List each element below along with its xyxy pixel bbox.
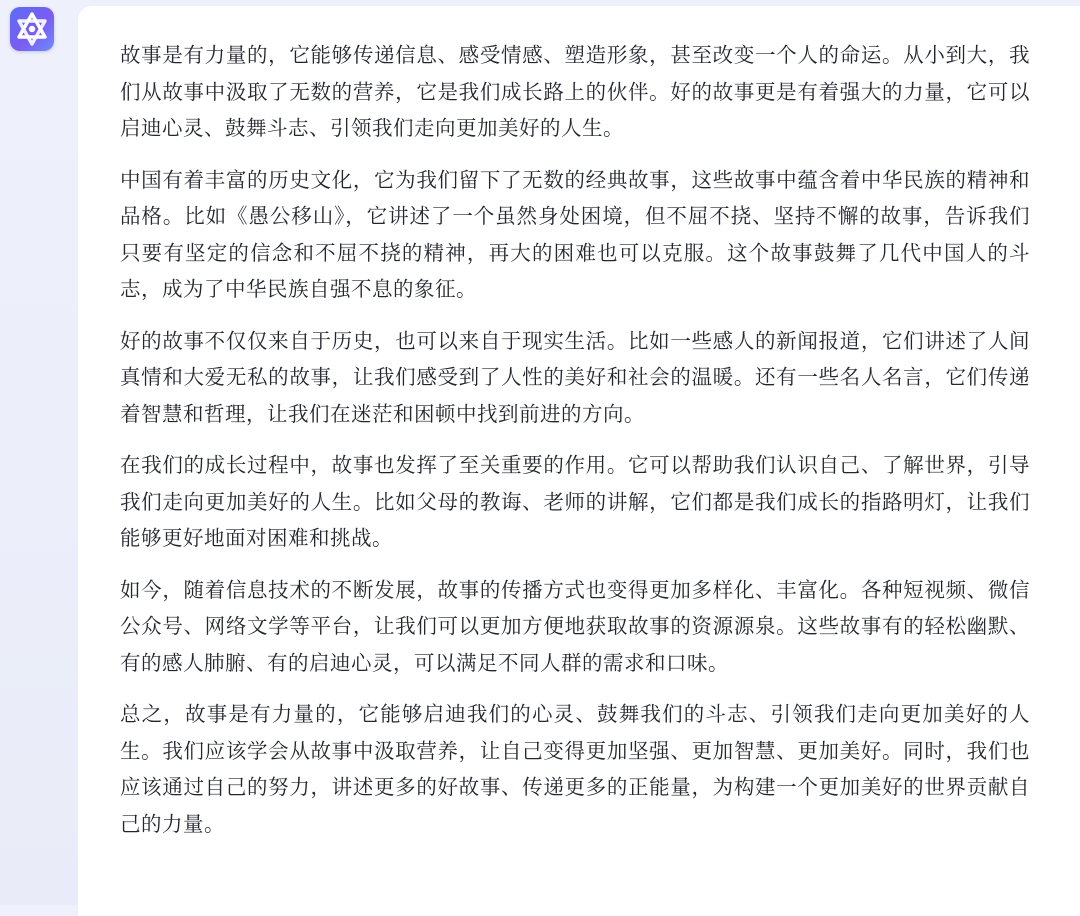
message-paragraph: 如今，随着信息技术的不断发展，故事的传播方式也变得更加多样化、丰富化。各种短视频、微信公众号、网络文学等平台，让我们可以更加方便地获取故事的资源源泉。这些故事有的轻松幽默、有的感人肺腑、有的启迪心灵，可以满足不同人群的需求和口味。 (120, 577, 1030, 675)
message-paragraph: 总之，故事是有力量的，它能够启迪我们的心灵、鼓舞我们的斗志、引领我们走向更加美好的人生。我们应该学会从故事中汲取营养，让自己变得更加坚强、更加智慧、更加美好。同时，我们也应该通过自己的努力，讲述更多的好故事、传递更多的正能量，为构建一个更加美好的世界贡献自己的力量。 (120, 702, 1030, 836)
message-paragraph: 中国有着丰富的历史文化，它为我们留下了无数的经典故事，这些故事中蕴含着中华民族的精神和品格。比如《愚公移山》，它讲述了一个虽然身处困境，但不屈不挠、坚持不懈的故事，告诉我们只要有坚定的信念和不屈不挠的精神，再大的困难也可以克服。这个故事鼓舞了几代中国人的斗志，成为了中华民族自强不息的象征。 (120, 167, 1030, 301)
message-paragraph: 故事是有力量的，它能够传递信息、感受情感、塑造形象，甚至改变一个人的命运。从小到大，我们从故事中汲取了无数的营养，它是我们成长路上的伙伴。好的故事更是有着强大的力量，它可以启迪心灵、鼓舞斗志、引领我们走向更加美好的人生。 (120, 43, 1030, 140)
assistant-message-body (120, 37, 1030, 857)
assistant-logo (10, 7, 54, 51)
message-paragraph: 好的故事不仅仅来自于历史，也可以来自于现实生活。比如一些感人的新闻报道，它们讲述了人间真情和大爱无私的故事，让我们感受到了人性的美好和社会的温暖。还有一些名人名言，它们传递着智慧和哲理，让我们在迷茫和困顿中找到前进的方向。 (120, 328, 1030, 426)
assistant-message-card (78, 6, 1080, 916)
message-paragraph: 在我们的成长过程中，故事也发挥了至关重要的作用。它可以帮助我们认识自己、了解世界，引导我们走向更加美好的人生。比如父母的教诲、老师的讲解，它们都是我们成长的指路明灯，让我们能够更好地面对困难和挑战。 (120, 453, 1030, 550)
assistant-logo-icon (10, 7, 54, 51)
